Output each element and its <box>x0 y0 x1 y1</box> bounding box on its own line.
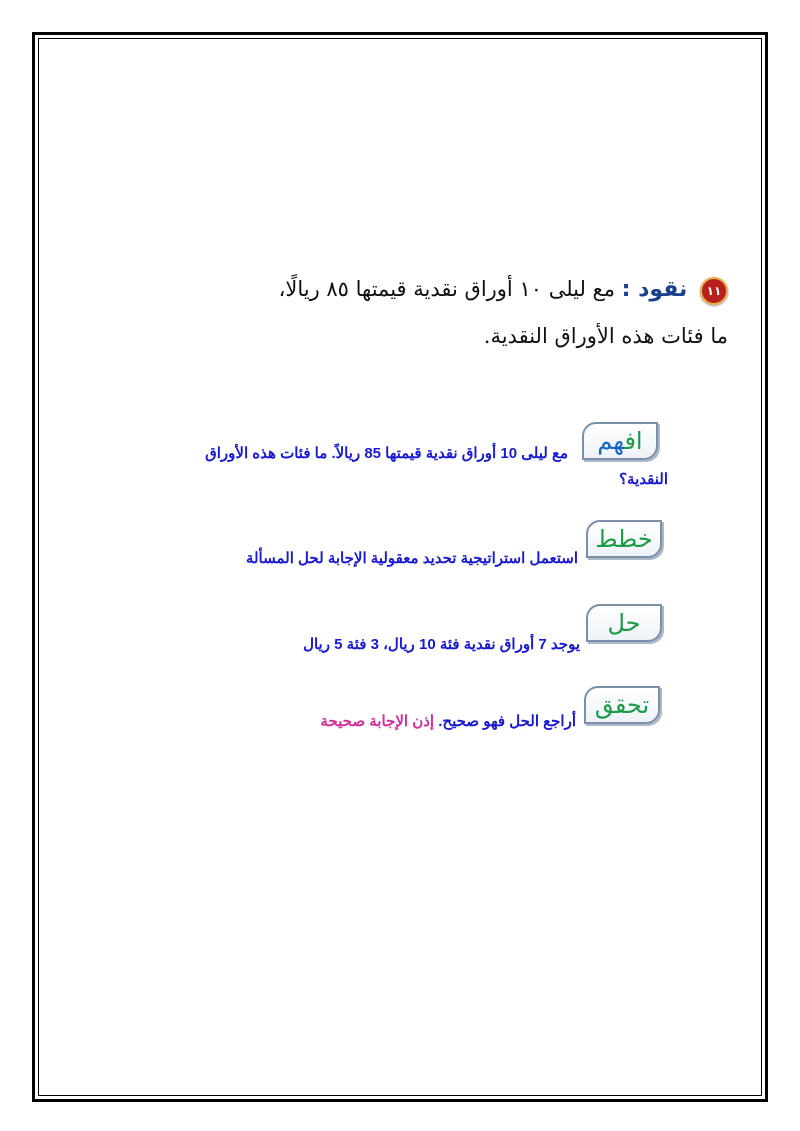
check-text-part2: إذن الإجابة صحيحة <box>320 713 435 730</box>
check-label-box <box>584 686 660 724</box>
check-text-part1: أراجع الحل فهو صحيح. <box>438 713 576 730</box>
plan-label-box <box>586 520 662 558</box>
check-label: تحقق <box>594 691 650 719</box>
solve-label-box <box>586 604 662 642</box>
plan-text: استعمل استراتيجية تحديد معقولية الإجابة لحل المسألة <box>245 550 578 567</box>
plan-label: خطط <box>595 525 653 553</box>
problem-statement <box>168 266 728 359</box>
understand-text-line-1: مع ليلى 10 أوراق نقدية قيمتها 85 ريالاً. ما فئات هذه الأوراق <box>205 445 568 462</box>
problem-text-line-2: ما فئات هذه الأوراق النقدية. <box>483 324 728 348</box>
problem-topic: نقود : <box>621 277 688 302</box>
check-text <box>320 712 576 730</box>
solve-label: حل <box>607 609 641 637</box>
understand-label-part2: هم <box>597 427 625 455</box>
page-border-inner <box>38 38 762 1096</box>
understand-text-line-2: النقدية؟ <box>619 471 668 488</box>
problem-text-line-1: مع ليلى ١٠ أوراق نقدية قيمتها ٨٥ ريالًا، <box>278 277 615 301</box>
problem-number-badge: ١١ <box>700 277 728 305</box>
problem-line-1 <box>168 266 728 313</box>
solve-text: يوجد 7 أوراق نقدية فئة 10 ريال، 3 فئة 5 ريال <box>303 636 580 653</box>
understand-label-part1: اف <box>624 427 643 455</box>
understand-label-box <box>582 422 658 460</box>
